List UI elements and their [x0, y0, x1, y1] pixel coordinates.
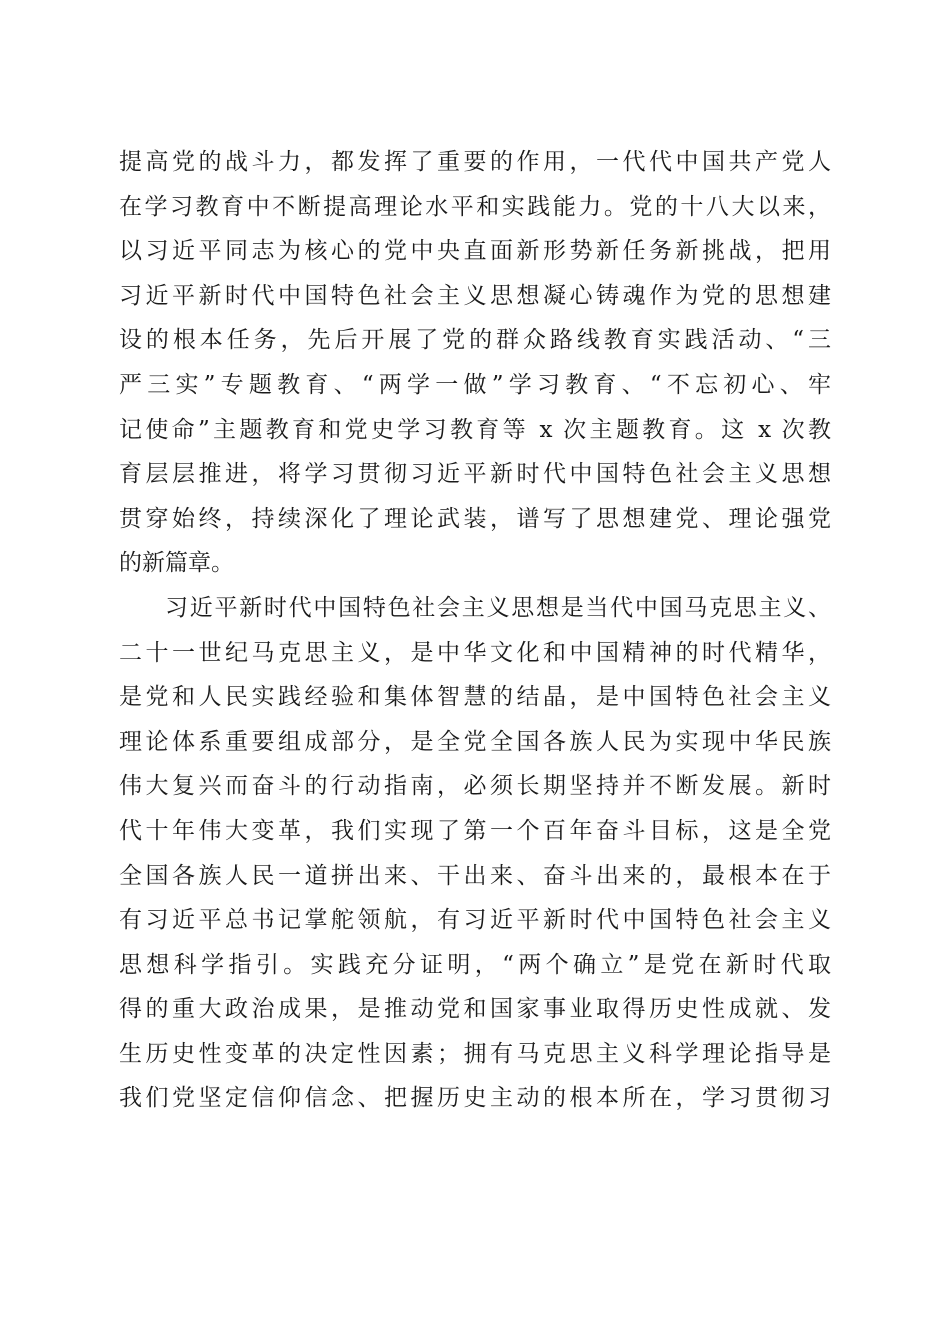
text-line: 理论体系重要组成部分，是全党全国各族人民为实现中华民族 [119, 728, 831, 755]
text-line: 在学习教育中不断提高理论水平和实践能力。党的十八大以来， [119, 193, 831, 220]
text-line: 代十年伟大变革，我们实现了第一个百年奋斗目标，这是全党 [119, 817, 831, 844]
text-line: 得的重大政治成果，是推动党和国家事业取得历史性成就、发 [119, 996, 831, 1023]
text-line: 伟大复兴而奋斗的行动指南，必须长期坚持并不断发展。新时 [119, 773, 831, 800]
text-line: 思想科学指引。实践充分证明，“两个确立”是党在新时代取 [119, 951, 831, 978]
text-line: 设的根本任务，先后开展了党的群众路线教育实践活动、“三 [119, 327, 831, 354]
text-line: 提高党的战斗力，都发挥了重要的作用，一代代中国共产党人 [119, 149, 831, 175]
text-line: 记使命”主题教育和党史学习教育等 x 次主题教育。这 x 次教 [119, 416, 831, 443]
paragraph-2 [119, 586, 831, 1121]
text-line: 习近平新时代中国特色社会主义思想凝心铸魂作为党的思想建 [119, 282, 831, 309]
text-line: 严三实”专题教育、“两学一做”学习教育、“不忘初心、牢 [119, 371, 831, 398]
text-line: 是党和人民实践经验和集体智慧的结晶，是中国特色社会主义 [119, 684, 831, 711]
text-line: 的新篇章。 [119, 550, 234, 577]
text-line: 有习近平总书记掌舵领航，有习近平新时代中国特色社会主义 [119, 907, 831, 934]
paragraph-1 [119, 140, 831, 586]
text-line: 我们党坚定信仰信念、把握历史主动的根本所在，学习贯彻习 [119, 1085, 831, 1112]
text-line: 育层层推进，将学习贯彻习近平新时代中国特色社会主义思想 [119, 461, 831, 488]
text-line: 二十一世纪马克思主义，是中华文化和中国精神的时代精华， [119, 639, 831, 666]
document-body [119, 140, 831, 1121]
text-line: 生历史性变革的决定性因素；拥有马克思主义科学理论指导是 [119, 1040, 831, 1067]
text-line: 全国各族人民一道拼出来、干出来、奋斗出来的，最根本在于 [119, 862, 831, 889]
text-line: 习近平新时代中国特色社会主义思想是当代中国马克思主义、 [165, 594, 831, 621]
text-line: 以习近平同志为核心的党中央直面新形势新任务新挑战，把用 [119, 238, 831, 265]
text-line: 贯穿始终，持续深化了理论武装，谱写了思想建党、理论强党 [119, 505, 831, 532]
